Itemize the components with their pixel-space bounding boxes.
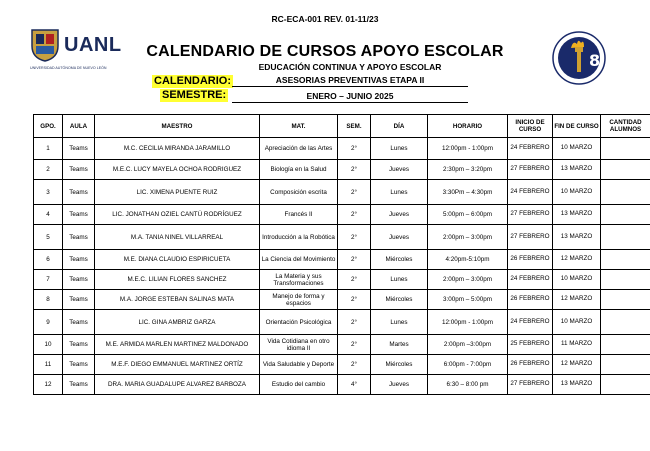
- cell-semestre: 2°: [338, 180, 371, 205]
- cell-maestro: LIC. XIMENA PUENTE RUIZ: [95, 180, 260, 205]
- cell-cantidad: [601, 355, 650, 375]
- cell-fin: 10 MARZO: [553, 270, 601, 290]
- table-row: [34, 335, 650, 355]
- cell-inicio: 25 FEBRERO: [508, 335, 553, 355]
- cell-dia: Martes: [371, 335, 428, 355]
- table-row: [34, 355, 650, 375]
- cell-semestre: 2°: [338, 205, 371, 225]
- cell-aula: Teams: [63, 290, 95, 310]
- cell-horario: 2:00pm – 3:00pm: [428, 270, 508, 290]
- cell-aula: Teams: [63, 160, 95, 180]
- calendario-value: ASESORIAS PREVENTIVAS ETAPA II: [232, 75, 468, 87]
- cell-materia: Introducción a la Robótica: [260, 225, 338, 250]
- cell-inicio: 24 FEBRERO: [508, 310, 553, 335]
- table-row: [34, 250, 650, 270]
- cell-cantidad: [601, 138, 650, 160]
- cell-horario: 2:00pm – 3:00pm: [428, 225, 508, 250]
- cell-cantidad: [601, 225, 650, 250]
- cell-maestro: M.E. DIANA CLAUDIO ESPIRICUETA: [95, 250, 260, 270]
- cell-dia: Lunes: [371, 270, 428, 290]
- cell-materia: Apreciación de las Artes: [260, 138, 338, 160]
- cell-horario: 3:30Pm – 4:30pm: [428, 180, 508, 205]
- table-row: [34, 138, 650, 160]
- courses-table: [33, 114, 650, 395]
- cell-semestre: 2°: [338, 335, 371, 355]
- table-row: [34, 160, 650, 180]
- cell-gpo: 3: [34, 180, 63, 205]
- cell-cantidad: [601, 335, 650, 355]
- cell-gpo: 5: [34, 225, 63, 250]
- cell-maestro: M.E.F. DIEGO EMMANUEL MARTINEZ ORTÍZ: [95, 355, 260, 375]
- cell-dia: Lunes: [371, 310, 428, 335]
- cell-aula: Teams: [63, 180, 95, 205]
- cell-horario: 5:00pm – 6:00pm: [428, 205, 508, 225]
- cell-fin: 10 MARZO: [553, 138, 601, 160]
- cell-inicio: 27 FEBRERO: [508, 160, 553, 180]
- cell-fin: 13 MARZO: [553, 160, 601, 180]
- cell-inicio: 26 FEBRERO: [508, 355, 553, 375]
- cell-semestre: 2°: [338, 290, 371, 310]
- header-sem: SEM.: [338, 115, 371, 138]
- cell-gpo: 7: [34, 270, 63, 290]
- cell-dia: Jueves: [371, 205, 428, 225]
- cell-maestro: LIC. GINA AMBRIZ GARZA: [95, 310, 260, 335]
- cell-maestro: M.E.C. LILIAN FLORES SANCHEZ: [95, 270, 260, 290]
- table-row: [34, 375, 650, 395]
- cell-gpo: 12: [34, 375, 63, 395]
- cell-materia: Vida Saludable y Deporte: [260, 355, 338, 375]
- header-maestro: MAESTRO: [95, 115, 260, 138]
- cell-semestre: 2°: [338, 310, 371, 335]
- header-inicio: INICIO DE CURSO: [508, 115, 553, 138]
- cell-gpo: 11: [34, 355, 63, 375]
- header-dia: DÍA: [371, 115, 428, 138]
- cell-maestro: M.E. ARMIDA MARLEN MARTINEZ MALDONADO: [95, 335, 260, 355]
- cell-cantidad: [601, 205, 650, 225]
- cell-aula: Teams: [63, 205, 95, 225]
- cell-aula: Teams: [63, 138, 95, 160]
- cell-horario: 4:20pm-5:10pm: [428, 250, 508, 270]
- semestre-value: ENERO – JUNIO 2025: [232, 91, 468, 103]
- cell-materia: La Ciencia del Movimiento: [260, 250, 338, 270]
- cell-fin: 12 MARZO: [553, 355, 601, 375]
- cell-horario: 12:00pm - 1:00pm: [428, 138, 508, 160]
- cell-fin: 10 MARZO: [553, 310, 601, 335]
- cell-dia: Lunes: [371, 180, 428, 205]
- cell-dia: Miércoles: [371, 250, 428, 270]
- table-row: [34, 270, 650, 290]
- cell-materia: Composición escrita: [260, 180, 338, 205]
- cell-dia: Lunes: [371, 138, 428, 160]
- table-row: [34, 180, 650, 205]
- cell-cantidad: [601, 160, 650, 180]
- cell-aula: Teams: [63, 335, 95, 355]
- cell-aula: Teams: [63, 310, 95, 335]
- header-horario: HORARIO: [428, 115, 508, 138]
- cell-materia: Estudio del cambio: [260, 375, 338, 395]
- cell-inicio: 26 FEBRERO: [508, 290, 553, 310]
- cell-maestro: M.A. JORGE ESTEBAN SALINAS MATA: [95, 290, 260, 310]
- cell-fin: 12 MARZO: [553, 290, 601, 310]
- cell-semestre: 2°: [338, 160, 371, 180]
- cell-fin: 10 MARZO: [553, 180, 601, 205]
- cell-inicio: 27 FEBRERO: [508, 205, 553, 225]
- cell-dia: Jueves: [371, 225, 428, 250]
- cell-gpo: 6: [34, 250, 63, 270]
- cell-inicio: 24 FEBRERO: [508, 180, 553, 205]
- cell-inicio: 24 FEBRERO: [508, 270, 553, 290]
- cell-gpo: 1: [34, 138, 63, 160]
- cell-semestre: 2°: [338, 270, 371, 290]
- cell-materia: Manejo de forma y espacios: [260, 290, 338, 310]
- document-code: RC-ECA-001 REV. 01-11/23: [271, 14, 379, 24]
- cell-cantidad: [601, 375, 650, 395]
- cell-dia: Miércoles: [371, 290, 428, 310]
- cell-gpo: 2: [34, 160, 63, 180]
- cell-gpo: 8: [34, 290, 63, 310]
- cell-inicio: 24 FEBRERO: [508, 138, 553, 160]
- seal-number: 8: [589, 51, 601, 70]
- semestre-label: SEMESTRE:: [162, 89, 227, 101]
- cell-materia: Vida Cotidiana en otro idioma II: [260, 335, 338, 355]
- cell-inicio: 27 FEBRERO: [508, 375, 553, 395]
- cell-gpo: 10: [34, 335, 63, 355]
- table-row: [34, 205, 650, 225]
- cell-cantidad: [601, 180, 650, 205]
- cell-maestro: M.E.C. LUCY MAYELA OCHOA RODRIGUEZ: [95, 160, 260, 180]
- table-row: [34, 225, 650, 250]
- cell-aula: Teams: [63, 270, 95, 290]
- cell-semestre: 4°: [338, 375, 371, 395]
- cell-cantidad: [601, 250, 650, 270]
- cell-horario: 3:00pm – 5:00pm: [428, 290, 508, 310]
- cell-horario: 12:00pm - 1:00pm: [428, 310, 508, 335]
- header-aula: AULA: [63, 115, 95, 138]
- cell-maestro: LIC. JONATHAN OZIEL CANTÚ RODRÍGUEZ: [95, 205, 260, 225]
- cell-maestro: DRA. MARIA GUADALUPE ALVAREZ BARBOZA: [95, 375, 260, 395]
- cell-semestre: 2°: [338, 225, 371, 250]
- cell-dia: Jueves: [371, 375, 428, 395]
- calendario-label: CALENDARIO:: [154, 75, 231, 87]
- cell-dia: Miércoles: [371, 355, 428, 375]
- cell-maestro: M.A. TANIA NINEL VILLARREAL: [95, 225, 260, 250]
- cell-semestre: 2°: [338, 138, 371, 160]
- cell-fin: 13 MARZO: [553, 205, 601, 225]
- page-title: CALENDARIO DE CURSOS APOYO ESCOLAR: [146, 43, 504, 60]
- cell-fin: 13 MARZO: [553, 375, 601, 395]
- subtitle: EDUCACIÓN CONTINUA Y APOYO ESCOLAR: [258, 62, 442, 72]
- table-row: [34, 290, 650, 310]
- table-header-row: [34, 115, 650, 138]
- header-fin: FIN DE CURSO: [553, 115, 601, 138]
- cell-materia: Francés II: [260, 205, 338, 225]
- cell-cantidad: [601, 270, 650, 290]
- cell-fin: 13 MARZO: [553, 225, 601, 250]
- university-name: UNIVERSIDAD AUTÓNOMA DE NUEVO LEÓN: [30, 66, 107, 70]
- cell-inicio: 26 FEBRERO: [508, 250, 553, 270]
- table-row: [34, 310, 650, 335]
- cell-semestre: 2°: [338, 250, 371, 270]
- cell-aula: Teams: [63, 375, 95, 395]
- cell-dia: Jueves: [371, 160, 428, 180]
- cell-horario: 2:00pm –3:00pm: [428, 335, 508, 355]
- cell-inicio: 27 FEBRERO: [508, 225, 553, 250]
- cell-materia: Orientación Psicológica: [260, 310, 338, 335]
- cell-semestre: 2°: [338, 355, 371, 375]
- uanl-wordmark: UANL: [64, 34, 122, 56]
- cell-gpo: 9: [34, 310, 63, 335]
- cell-cantidad: [601, 310, 650, 335]
- cell-gpo: 4: [34, 205, 63, 225]
- cell-aula: Teams: [63, 225, 95, 250]
- cell-horario: 6:30 – 8:00 pm: [428, 375, 508, 395]
- cell-fin: 12 MARZO: [553, 250, 601, 270]
- cell-horario: 2:30pm – 3:20pm: [428, 160, 508, 180]
- header-gpo: GPO.: [34, 115, 63, 138]
- header-mat: MAT.: [260, 115, 338, 138]
- cell-fin: 11 MARZO: [553, 335, 601, 355]
- cell-horario: 6:00pm - 7:00pm: [428, 355, 508, 375]
- cell-aula: Teams: [63, 250, 95, 270]
- cell-maestro: M.C. CECILIA MIRANDA JARAMILLO: [95, 138, 260, 160]
- cell-cantidad: [601, 290, 650, 310]
- header-cantidad: CANTIDAD ALUMNOS: [601, 115, 650, 138]
- cell-materia: La Materia y sus Transformaciones: [260, 270, 338, 290]
- cell-materia: Biología en la Salud: [260, 160, 338, 180]
- cell-aula: Teams: [63, 355, 95, 375]
